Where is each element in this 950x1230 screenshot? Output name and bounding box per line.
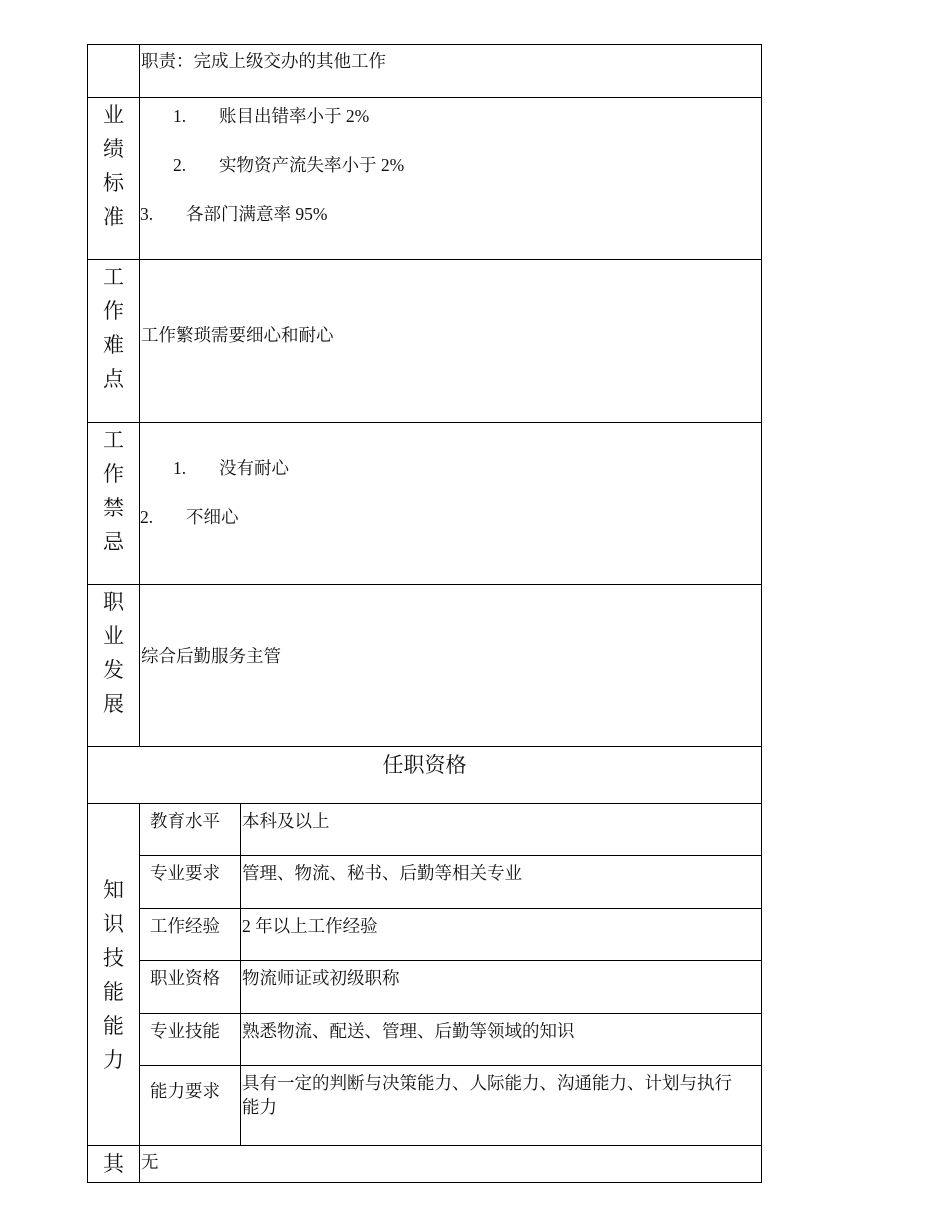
- list-item: [140, 505, 761, 554]
- qualification-value: 本科及以上: [241, 804, 762, 856]
- career-row: [88, 585, 762, 747]
- other-label: 其: [88, 1146, 140, 1183]
- taboo-row: [88, 423, 762, 585]
- qualification-label: [140, 1066, 241, 1146]
- knowledge-label-char: 力: [103, 1047, 124, 1072]
- list-number: 1.: [173, 458, 187, 478]
- qualification-value: 管理、物流、秘书、后勤等相关专业: [241, 856, 762, 909]
- career-cell: [140, 585, 762, 747]
- qualification-value: 2 年以上工作经验: [241, 909, 762, 961]
- taboo-list: [140, 423, 761, 554]
- taboo-label-char: 工: [103, 428, 124, 452]
- career-label: [88, 585, 140, 747]
- difficulty-text: 工作繁琐需要细心和耐心: [141, 325, 334, 345]
- knowledge-label-char: 能: [103, 979, 124, 1004]
- knowledge-label-char: 能: [103, 1013, 124, 1038]
- difficulty-cell: [140, 260, 762, 423]
- taboo-label-char: 禁: [103, 496, 124, 520]
- qualification-row: [88, 961, 762, 1014]
- list-item: [140, 456, 761, 505]
- list-text: 实物资产流失率小于 2%: [219, 155, 405, 175]
- qualification-row: [88, 1014, 762, 1066]
- difficulty-label-char: 作: [103, 299, 124, 323]
- difficulty-row: [88, 260, 762, 423]
- list-item: [140, 202, 761, 251]
- list-item: [140, 153, 761, 202]
- qualifications-header-row: [88, 747, 762, 804]
- qualification-row: [88, 909, 762, 961]
- list-text: 没有耐心: [219, 458, 289, 478]
- performance-list: [140, 98, 761, 251]
- knowledge-skills-label: [88, 804, 140, 1146]
- qualification-label-text: 能力要求: [150, 1080, 220, 1101]
- taboo-cell: [140, 423, 762, 585]
- career-label-char: 发: [103, 658, 124, 682]
- qualification-label: 专业技能: [140, 1014, 241, 1066]
- list-number: 1.: [173, 106, 187, 126]
- difficulty-label: [88, 260, 140, 423]
- qualifications-title: 任职资格: [88, 747, 762, 804]
- qualification-label: 教育水平: [140, 804, 241, 856]
- qualification-value: 熟悉物流、配送、管理、后勤等领域的知识: [241, 1014, 762, 1066]
- other-row: [88, 1146, 762, 1183]
- performance-label-char: 准: [103, 205, 124, 229]
- knowledge-label-char: 技: [103, 945, 124, 970]
- taboo-label: [88, 423, 140, 585]
- other-cell: [140, 1146, 762, 1183]
- qualification-value: 具有一定的判断与决策能力、人际能力、沟通能力、计划与执行能力: [241, 1066, 762, 1146]
- knowledge-label-char: 识: [103, 911, 124, 936]
- list-text: 各部门满意率 95%: [186, 204, 328, 224]
- taboo-label-char: 作: [103, 462, 124, 486]
- difficulty-label-char: 工: [103, 265, 124, 289]
- list-text: 账目出错率小于 2%: [219, 106, 370, 126]
- knowledge-label-char: 知: [103, 877, 124, 902]
- qualification-row: [88, 804, 762, 856]
- career-text: 综合后勤服务主管: [141, 645, 281, 666]
- list-text: 不细心: [186, 507, 239, 527]
- difficulty-label-char: 难: [103, 333, 124, 357]
- qualification-label: 职业资格: [140, 961, 241, 1014]
- performance-label-char: 业: [103, 103, 124, 127]
- other-value: 无: [141, 1152, 159, 1172]
- career-label-char: 展: [103, 692, 124, 716]
- career-label-char: 业: [103, 624, 124, 648]
- duties-text: 职责：完成上级交办的其他工作: [141, 51, 386, 71]
- duties-cell: [140, 45, 762, 98]
- career-label-char: 职: [103, 590, 124, 614]
- qualification-label: 专业要求: [140, 856, 241, 909]
- performance-row: [88, 98, 762, 260]
- performance-label: [88, 98, 140, 260]
- difficulty-label-char: 点: [103, 367, 124, 391]
- list-number: 2.: [140, 507, 154, 527]
- qualification-label: 工作经验: [140, 909, 241, 961]
- list-item: [140, 104, 761, 153]
- taboo-label-char: 忌: [103, 530, 124, 554]
- job-description-table: [87, 44, 762, 1183]
- qualification-value: 物流师证或初级职称: [241, 961, 762, 1014]
- performance-label-char: 标: [103, 171, 124, 195]
- qualification-row: [88, 1066, 762, 1146]
- qualification-row: [88, 856, 762, 909]
- list-number: 2.: [173, 155, 187, 175]
- duties-row: [88, 45, 762, 98]
- list-number: 3.: [140, 204, 154, 224]
- duties-label-cell: [88, 45, 140, 98]
- performance-label-char: 绩: [103, 137, 124, 161]
- performance-cell: [140, 98, 762, 260]
